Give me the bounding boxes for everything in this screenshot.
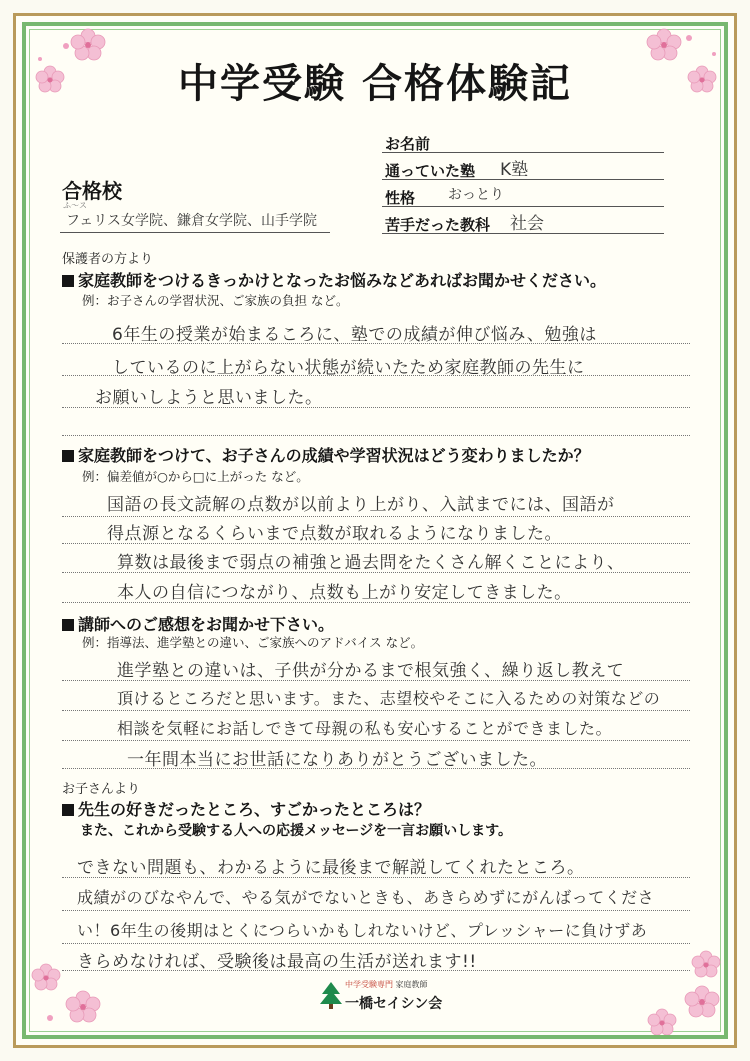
school-underline [60, 232, 330, 233]
answer-line [62, 435, 690, 436]
weak-subject-label: 苦手だった教科 [385, 216, 491, 234]
juku-underline [382, 179, 664, 180]
parent-section-label: 保護者の方より [62, 252, 154, 267]
child-section-label: お子さんより [62, 782, 141, 797]
name-label: お名前 [385, 135, 431, 153]
weak-subject-value: 社会 [510, 214, 544, 234]
page-title: 中学受験 合格体験記 [178, 60, 572, 107]
logo-tagline: 中学受験専門 家庭教師 [345, 980, 428, 989]
name-underline [382, 152, 664, 153]
question-2-example: 例：偏差値が○から□に上がった など。 [82, 469, 309, 484]
answer-line [62, 710, 690, 711]
answer-1-line-1: 6年生の授業が始まるころに、塾での成績が伸び悩み、勉強は [112, 325, 597, 345]
answer-line [62, 516, 690, 517]
square-bullet-icon [62, 804, 74, 816]
answer-1-line-2: しているのに上がらない状態が続いたため家庭教師の先生に [112, 358, 585, 378]
personality-value: おっとり [448, 187, 504, 203]
child-answer-line-3: い！6年生の後期はとくにつらいかもしれないけど、プレッシャーに負けずあ [77, 921, 648, 940]
child-answer-line-4: きらめなければ、受験後は最高の生活が送れます!! [77, 952, 477, 972]
child-question-subheading: また、これから受験する人への応援メッセージを一言お願いします。 [80, 823, 513, 839]
question-1-example: 例：お子さんの学習状況、ご家族の負担 など。 [82, 293, 349, 308]
child-answer-line-2: 成績がのびなやんで、やる気がでないときも、あきらめずにがんばってくださ [77, 888, 655, 907]
answer-3-line-1: 進学塾との違いは、子供が分かるまで根気強く、繰り返し教えて [117, 661, 625, 681]
child-answer-line-1: できない問題も、わかるように最後まで解説してくれたところ。 [77, 858, 585, 878]
answer-line [62, 943, 690, 944]
answer-3-line-4: 一年間本当にお世話になりありがとうございました。 [127, 750, 547, 770]
personality-underline [382, 206, 664, 207]
school-label: 合格校 [62, 179, 122, 203]
answer-3-line-3: 相談を気軽にお話しできて母親の私も安心することができました。 [117, 719, 613, 738]
school-value: フェリス女学院、鎌倉女学院、山手学院 [66, 213, 318, 229]
answer-2-line-4: 本人の自信につながり、点数も上がり安定してきました。 [117, 583, 572, 603]
answer-line [62, 740, 690, 741]
square-bullet-icon [62, 450, 74, 462]
question-3-heading: 講師へのご感想をお聞かせ下さい。 [62, 612, 334, 635]
school-furigana: ふ〜ス [63, 201, 87, 210]
juku-label: 通っていた塾 [385, 162, 476, 180]
tree-logo-icon [318, 980, 344, 1010]
weak-subject-underline [382, 233, 664, 234]
corner-flower-bottom-right [634, 945, 724, 1035]
answer-2-line-3: 算数は最後まで弱点の補強と過去問をたくさん解くことにより、 [117, 553, 625, 573]
question-3-example: 例：指導法、進学塾との違い、ご家族へのアドバイス など。 [82, 635, 424, 650]
square-bullet-icon [62, 619, 74, 631]
juku-value: K塾 [500, 160, 529, 180]
answer-2-line-1: 国語の長文読解の点数が以前より上がり、入試までには、国語が [107, 495, 615, 515]
question-2-heading: 家庭教師をつけて、お子さんの成績や学習状況はどう変わりましたか？ [62, 443, 590, 466]
logo-name: 一橋セイシン会 [345, 996, 443, 1012]
child-question-heading: 先生の好きだったところ、すごかったところは？ [62, 797, 430, 820]
answer-line [62, 910, 690, 911]
personality-label: 性格 [385, 189, 416, 207]
answer-2-line-2: 得点源となるくらいまで点数が取れるようになりました。 [107, 524, 562, 544]
answer-1-line-3: お願いしようと思いました。 [95, 388, 323, 408]
answer-3-line-2: 頂けるところだと思います。また、志望校やそこに入るための対策などの [117, 689, 661, 708]
square-bullet-icon [62, 275, 74, 287]
question-1-heading: 家庭教師をつけるきっかけとなったお悩みなどあればお聞かせください。 [62, 268, 606, 291]
